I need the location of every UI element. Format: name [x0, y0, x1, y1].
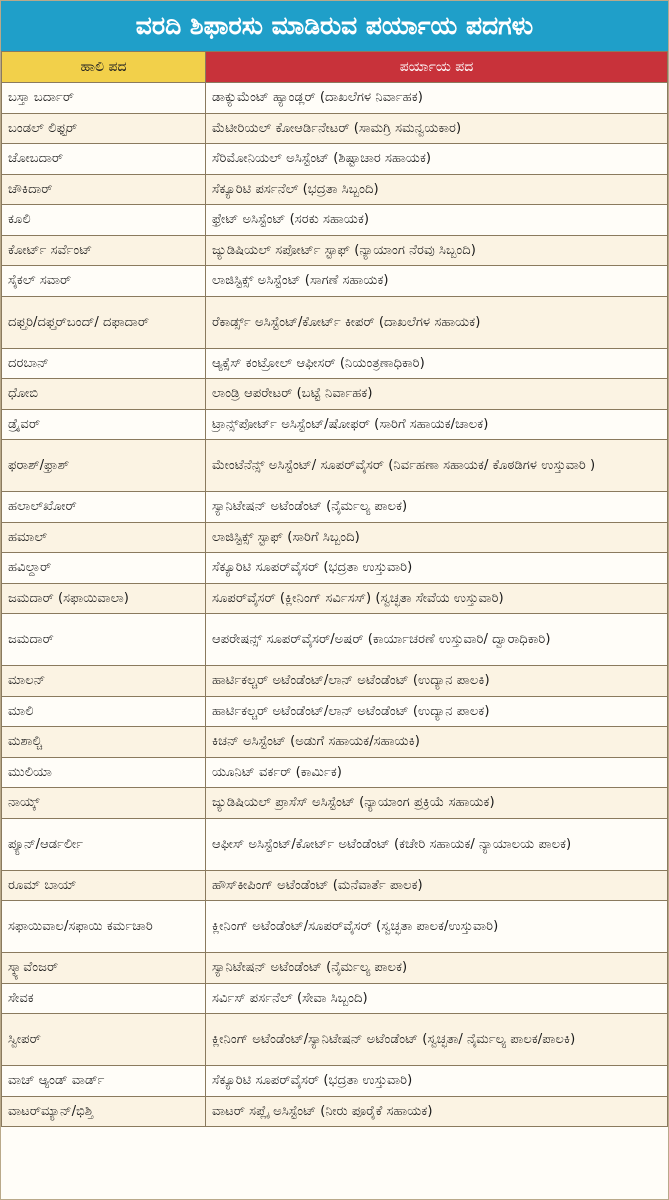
alternative-term-cell: ಜ್ಯುಡಿಷಿಯಲ್ ಸಪೋರ್ಟ್ ಸ್ಟಾಫ್ (ನ್ಯಾಯಾಂಗ ನೆರವು ಸಿಬ್ಬಂದಿ): [206, 235, 668, 266]
current-term-cell: ಹವಿಲ್ದಾರ್: [2, 553, 206, 584]
alternative-term-cell: ಕಿಚನ್ ಅಸಿಸ್ಟೆಂಟ್ (ಅಡುಗೆ ಸಹಾಯಕ/ಸಹಾಯಕಿ): [206, 727, 668, 758]
alternative-term-cell: ಸೆಕ್ಯೂರಿಟಿ ಸೂಪರ್‌ವೈಸರ್ (ಭದ್ರತಾ ಉಸ್ತುವಾರಿ): [206, 1066, 668, 1097]
current-term-cell: ಹಲಾಲ್‌ಖೋರ್: [2, 492, 206, 523]
alternative-term-cell: ರೆಕಾರ್ಡ್ಸ್ ಅಸಿಸ್ಟೆಂಟ್/ಕೋರ್ಟ್ ಕೀಪರ್ (ದಾಖಲೆಗಳ ಸಹಾಯಕ): [206, 296, 668, 348]
alternative-term-cell: ಟ್ರಾನ್ಸ್‌ಪೋರ್ಟ್ ಅಸಿಸ್ಟೆಂಟ್/ಷೋಫರ್ (ಸಾರಿಗೆ ಸಹಾಯಕ/ಚಾಲಕ): [206, 409, 668, 440]
current-term-cell: ಮಾಲಿ: [2, 696, 206, 727]
alternative-term-cell: ಜ್ಯುಡಿಷಿಯಲ್ ಪ್ರಾಸೆಸ್ ಅಸಿಸ್ಟೆಂಟ್ (ನ್ಯಾಯಾಂಗ ಪ್ರಕ್ರಿಯೆ ಸಹಾಯಕ): [206, 788, 668, 819]
synonyms-table: [1, 51, 668, 1127]
alternative-term-cell: ಲಾಜಿಸ್ಟಿಕ್ಸ್ ಅಸಿಸ್ಟೆಂಟ್ (ಸಾಗಣೆ ಸಹಾಯಕ): [206, 266, 668, 297]
current-term-cell: ಕೂಲಿ: [2, 205, 206, 236]
current-term-cell: ಹಮಾಲ್: [2, 522, 206, 553]
current-term-cell: ಬಂಡಲ್ ಲಿಫ್ಟರ್: [2, 113, 206, 144]
header-alternative-term: ಪರ್ಯಾಯ ಪದ: [206, 52, 668, 83]
table-row: [2, 296, 668, 348]
alternative-term-cell: ಸೆಕ್ಯೂರಿಟಿ ಸೂಪರ್‌ವೈಸರ್ (ಭದ್ರತಾ ಉಸ್ತುವಾರಿ): [206, 553, 668, 584]
alternative-term-cell: ಲಾಜಿಸ್ಟಿಕ್ಸ್ ಸ್ಟಾಫ್ (ಸಾರಿಗೆ ಸಿಬ್ಬಂದಿ): [206, 522, 668, 553]
table-row: [2, 440, 668, 492]
table-row: [2, 409, 668, 440]
page-title: ವರದಿ ಶಿಫಾರಸು ಮಾಡಿರುವ ಪರ್ಯಾಯ ಪದಗಳು: [1, 1, 668, 51]
current-term-cell: ಸ್ಕ್ಯಾವೆಂಜರ್: [2, 953, 206, 984]
current-term-cell: ಮುಲಿಯಾ: [2, 757, 206, 788]
current-term-cell: ಸಫಾಯಿವಾಲ/ಸಫಾಯಿ ಕರ್ಮಚಾರಿ: [2, 901, 206, 953]
table-row: [2, 818, 668, 870]
alternative-term-cell: ಸೆಕ್ಯೂರಿಟಿ ಪರ್ಸನೆಲ್ (ಭದ್ರತಾ ಸಿಬ್ಬಂದಿ): [206, 174, 668, 205]
alternative-term-cell: ಯೂನಿಟ್ ವರ್ಕರ್ (ಕಾರ್ಮಿಕ): [206, 757, 668, 788]
table-row: [2, 1096, 668, 1127]
alternative-term-cell: ಡಾಕ್ಯುಮೆಂಟ್ ಹ್ಯಾಂಡ್ಲರ್ (ದಾಖಲೆಗಳ ನಿರ್ವಾಹಕ): [206, 83, 668, 114]
table-row: [2, 614, 668, 666]
alternative-term-cell: ಸ್ಯಾನಿಟೇಷನ್ ಅಟೆಂಡೆಂಟ್ (ನೈರ್ಮಲ್ಯ ಪಾಲಕ): [206, 953, 668, 984]
header-current-term: ಹಾಲಿ ಪದ: [2, 52, 206, 83]
table-row: [2, 727, 668, 758]
table-row: [2, 870, 668, 901]
table-row: [2, 522, 668, 553]
table-row: [2, 235, 668, 266]
table-row: [2, 205, 668, 236]
current-term-cell: ಜಮದಾರ್ (ಸಫಾಯಿವಾಲಾ): [2, 583, 206, 614]
table-row: [2, 953, 668, 984]
alternative-term-cell: ಆಪರೇಷನ್ಸ್ ಸೂಪರ್‌ವೈಸರ್/ಅಷರ್ (ಕಾರ್ಯಾಚರಣೆ ಉಸ್ತುವಾರಿ/ ದ್ವಾರಾಧಿಕಾರಿ): [206, 614, 668, 666]
current-term-cell: ದರಬಾನ್: [2, 348, 206, 379]
table-header-row: [2, 52, 668, 83]
table-row: [2, 113, 668, 144]
current-term-cell: ಮಾಲನ್: [2, 666, 206, 697]
alternative-term-cell: ಫ್ರೇಟ್ ಅಸಿಸ್ಟೆಂಟ್ (ಸರಕು ಸಹಾಯಕ): [206, 205, 668, 236]
alternative-term-cell: ಮೆಟೀರಿಯಲ್ ಕೋಆರ್ಡಿನೇಟರ್ (ಸಾಮಗ್ರಿ ಸಮನ್ವಯಕಾರ): [206, 113, 668, 144]
current-term-cell: ದಫ್ತರಿ/ದಫ್ತರ್‌ಬಂದ್/ ದಫಾದಾರ್: [2, 296, 206, 348]
alternative-term-cell: ವಾಟರ್ ಸಪ್ಲೈ ಅಸಿಸ್ಟೆಂಟ್ (ನೀರು ಪೂರೈಕೆ ಸಹಾಯಕ): [206, 1096, 668, 1127]
alternative-term-cell: ಸ್ಯಾನಿಟೇಷನ್ ಅಟೆಂಡೆಂಟ್ (ನೈರ್ಮಲ್ಯ ಪಾಲಕ): [206, 492, 668, 523]
current-term-cell: ವಾಟರ್‌ಮ್ಯಾನ್/ಭಿಶ್ತಿ: [2, 1096, 206, 1127]
table-row: [2, 379, 668, 410]
table-row: [2, 144, 668, 175]
table-row: [2, 492, 668, 523]
alternative-term-cell: ಮೇಂಟೆನೆನ್ಸ್ ಅಸಿಸ್ಟೆಂಟ್/ ಸೂಪರ್‌ವೈಸರ್ (ನಿರ್ವಹಣಾ ಸಹಾಯಕ/ ಕೊಠಡಿಗಳ ಉಸ್ತುವಾರಿ ): [206, 440, 668, 492]
table-row: [2, 83, 668, 114]
current-term-cell: ಫರಾಶ್/ಫ್ರಾಶ್: [2, 440, 206, 492]
alternative-term-cell: ಹೌಸ್‌ಕೀಪಿಂಗ್ ಅಟೆಂಡೆಂಟ್ (ಮನೆವಾರ್ತೆ ಪಾಲಕ): [206, 870, 668, 901]
alternative-term-cell: ಹಾರ್ಟಿಕಲ್ಚರ್ ಅಟೆಂಡೆಂಟ್/ಲಾನ್ ಅಟೆಂಡೆಂಟ್ (ಉದ್ಯಾನ ಪಾಲಕಿ): [206, 666, 668, 697]
current-term-cell: ಚೋಬದಾರ್: [2, 144, 206, 175]
current-term-cell: ವಾಚ್ ಆ್ಯಂಡ್ ವಾರ್ಡ್: [2, 1066, 206, 1097]
table-row: [2, 583, 668, 614]
table-row: [2, 666, 668, 697]
table-row: [2, 983, 668, 1014]
table-row: [2, 266, 668, 297]
current-term-cell: ರೂಮ್ ಬಾಯ್: [2, 870, 206, 901]
alternative-term-cell: ಸರ್ವಿಸ್ ಪರ್ಸನೆಲ್ (ಸೇವಾ ಸಿಬ್ಬಂದಿ): [206, 983, 668, 1014]
current-term-cell: ಕೋರ್ಟ್ ಸರ್ವೆಂಟ್: [2, 235, 206, 266]
current-term-cell: ಡ್ರೈವರ್: [2, 409, 206, 440]
alternative-term-cell: ಆಫೀಸ್ ಅಸಿಸ್ಟೆಂಟ್/ಕೋರ್ಟ್ ಅಟೆಂಡೆಂಟ್ (ಕಚೇರಿ ಸಹಾಯಕ/ ನ್ಯಾಯಾಲಯ ಪಾಲಕ): [206, 818, 668, 870]
table-row: [2, 174, 668, 205]
alternative-term-cell: ಕ್ಲೀನಿಂಗ್ ಅಟೆಂಡೆಂಟ್/ಸೂಪರ್‌ವೈಸರ್ (ಸ್ವಚ್ಛತಾ ಪಾಲಕ/ಉಸ್ತುವಾರಿ): [206, 901, 668, 953]
current-term-cell: ಜಮದಾರ್: [2, 614, 206, 666]
current-term-cell: ಚೌಕಿದಾರ್: [2, 174, 206, 205]
current-term-cell: ಸೇವಕ: [2, 983, 206, 1014]
current-term-cell: ಸ್ವೀಪರ್: [2, 1014, 206, 1066]
alternative-term-cell: ಆ್ಯಕ್ಸೆಸ್ ಕಂಟ್ರೋಲ್ ಆಫೀಸರ್ (ನಿಯಂತ್ರಣಾಧಿಕಾರಿ): [206, 348, 668, 379]
table-row: [2, 1014, 668, 1066]
table-row: [2, 1066, 668, 1097]
table-row: [2, 696, 668, 727]
current-term-cell: ಬಸ್ತಾ ಬರ್ದಾರ್: [2, 83, 206, 114]
current-term-cell: ಧೋಬಿ: [2, 379, 206, 410]
current-term-cell: ನಾಯ್ಕ್: [2, 788, 206, 819]
table-row: [2, 757, 668, 788]
table-row: [2, 901, 668, 953]
table-row: [2, 348, 668, 379]
alternative-term-cell: ಸೂಪರ್‌ವೈಸರ್ (ಕ್ಲೀನಿಂಗ್ ಸರ್ವಿಸಸ್) (ಸ್ವಚ್ಛತಾ ಸೇವೆಯ ಉಸ್ತುವಾರಿ): [206, 583, 668, 614]
current-term-cell: ಮಶಾಲ್ಚಿ: [2, 727, 206, 758]
alternative-term-cell: ಕ್ಲೀನಿಂಗ್ ಅಟೆಂಡೆಂಟ್/ಸ್ಯಾನಿಟೇಷನ್ ಅಟೆಂಡೆಂಟ್ (ಸ್ವಚ್ಛತಾ/ ನೈರ್ಮಲ್ಯ ಪಾಲಕ/ಪಾಲಕಿ): [206, 1014, 668, 1066]
alternative-term-cell: ಸೆರಿಮೋನಿಯಲ್ ಅಸಿಸ್ಟೆಂಟ್ (ಶಿಷ್ಟಾಚಾರ ಸಹಾಯಕ): [206, 144, 668, 175]
current-term-cell: ಸೈಕಲ್ ಸವಾರ್: [2, 266, 206, 297]
table-row: [2, 553, 668, 584]
alternative-term-cell: ಲಾಂಡ್ರಿ ಆಪರೇಟರ್ (ಬಟ್ಟೆ ನಿರ್ವಾಹಕ): [206, 379, 668, 410]
alternative-term-cell: ಹಾರ್ಟಿಕಲ್ಚರ್ ಅಟೆಂಡೆಂಟ್/ಲಾನ್ ಅಟೆಂಡೆಂಟ್ (ಉದ್ಯಾನ ಪಾಲಕ): [206, 696, 668, 727]
table-row: [2, 788, 668, 819]
current-term-cell: ಪ್ಯೂನ್/ಆರ್ಡರ್ಲೀ: [2, 818, 206, 870]
